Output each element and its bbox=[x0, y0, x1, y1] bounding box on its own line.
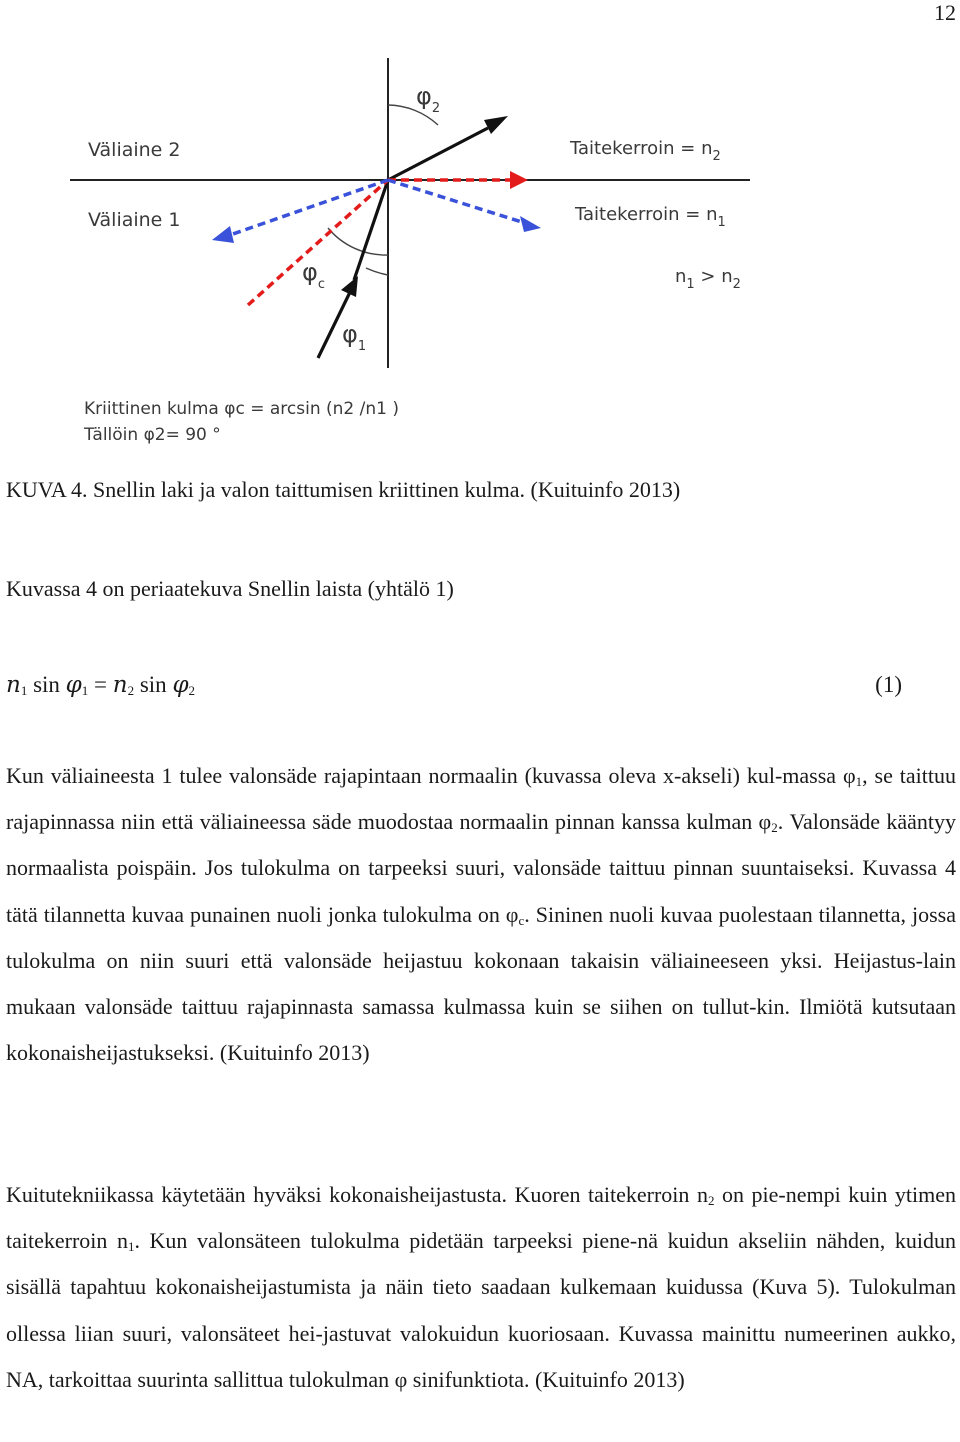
critical-arrowhead bbox=[510, 171, 528, 189]
snell-equation bbox=[6, 672, 954, 698]
index-relation: $n_1 > n_2$ bbox=[675, 266, 741, 292]
index2-label: Taitekerroin = $n_2$ bbox=[570, 138, 721, 164]
then-formula: Tällöin φ2= 90 ° bbox=[84, 425, 221, 445]
refracted-arrowhead bbox=[484, 116, 508, 134]
phic-label: $\varphi_c$ bbox=[302, 258, 325, 292]
reflected-ray bbox=[230, 180, 388, 235]
figure-caption: KUVA 4. Snellin laki ja valon taittumisen kriittinen kulma. (Kuituinfo 2013) bbox=[6, 477, 681, 502]
incident-ray-upper bbox=[354, 180, 388, 280]
equation-number: (1) bbox=[875, 672, 902, 697]
phi1-label: $\varphi_1$ bbox=[342, 320, 367, 354]
phi2-label: $\varphi_2$ bbox=[416, 82, 441, 116]
refracted-ray bbox=[388, 128, 488, 180]
phi1-arc bbox=[366, 268, 388, 275]
snell-diagram bbox=[70, 50, 770, 450]
phic-arc bbox=[328, 228, 388, 255]
snell-figure bbox=[70, 50, 770, 450]
critical-angle-formula: Kriittinen kulma φc = arcsin (n2 /n1 ) bbox=[84, 399, 399, 419]
page-number: 12 bbox=[934, 0, 956, 25]
intro-text: Kuvassa 4 on periaatekuva Snellin laista (yhtälö 1) bbox=[6, 576, 454, 601]
paragraph-fiber: Kuitutekniikassa käytetään hyväksi kokonaisheijastusta. Kuoren taitekerroin $n_2$ on pie-nempi kuin ytimen taitekerroin $n_1$. Kun valonsäteen tulokulma pidetään tarpeeksi piene-nä kuidun akseliin nähden, kuidun sisällä tapahtuu kokonaisheijastumista ja näin tieto saadaan kulkemaan kuidussa (Kuva 5). Tulokulman ollessa liian suuri, valonsäteet hei-jastuvat valokuidun kuoriosaan. Kuvassa mainittu numeerinen aukko, NA, tarkoittaa suurinta sallittua tulokulman φ sinifunktiota. (Kuituinfo 2013) bbox=[6, 1182, 956, 1392]
equation-body: $n_1$ $\sin \varphi_1 = n_2$ $\sin \varphi_2$ bbox=[6, 672, 196, 698]
index1-label: Taitekerroin = $n_1$ bbox=[575, 204, 726, 230]
medium2-label: Väliaine 2 bbox=[88, 139, 181, 161]
medium1-label: Väliaine 1 bbox=[88, 209, 181, 231]
tir-incident-ray bbox=[388, 180, 525, 223]
tir-arrowhead bbox=[520, 216, 541, 232]
paragraph-refraction: Kun väliaineesta 1 tulee valonsäde rajapintaan normaalin (kuvassa oleva x-akseli) kul-massa $\varphi_1$, se taittuu rajapinnassa niin että väliaineessa säde muodostaa normaalin pinnan kanssa kulman $\varphi_2$. Valonsäde kääntyy normaalista poispäin. Jos tulokulma on tarpeeksi suuri, valonsäde taittuu pinnan suuntaiseksi. Kuvassa 4 tätä tilannetta kuvaa punainen nuoli jonka tulokulma on $\varphi_c$. Sininen nuoli kuvaa puolestaan tilannetta, jossa tulokulma on niin suuri että valonsäde heijastuu kokonaan takaisin väliaineeseen yksi. Heijastus-lain mukaan valonsäde taittuu rajapinnasta samassa kulmassa kuin se siihen on tullut-kin. Ilmiötä kutsutaan kokonaisheijastukseksi. (Kuituinfo 2013) bbox=[6, 763, 956, 1066]
reflected-arrowhead bbox=[212, 226, 234, 243]
